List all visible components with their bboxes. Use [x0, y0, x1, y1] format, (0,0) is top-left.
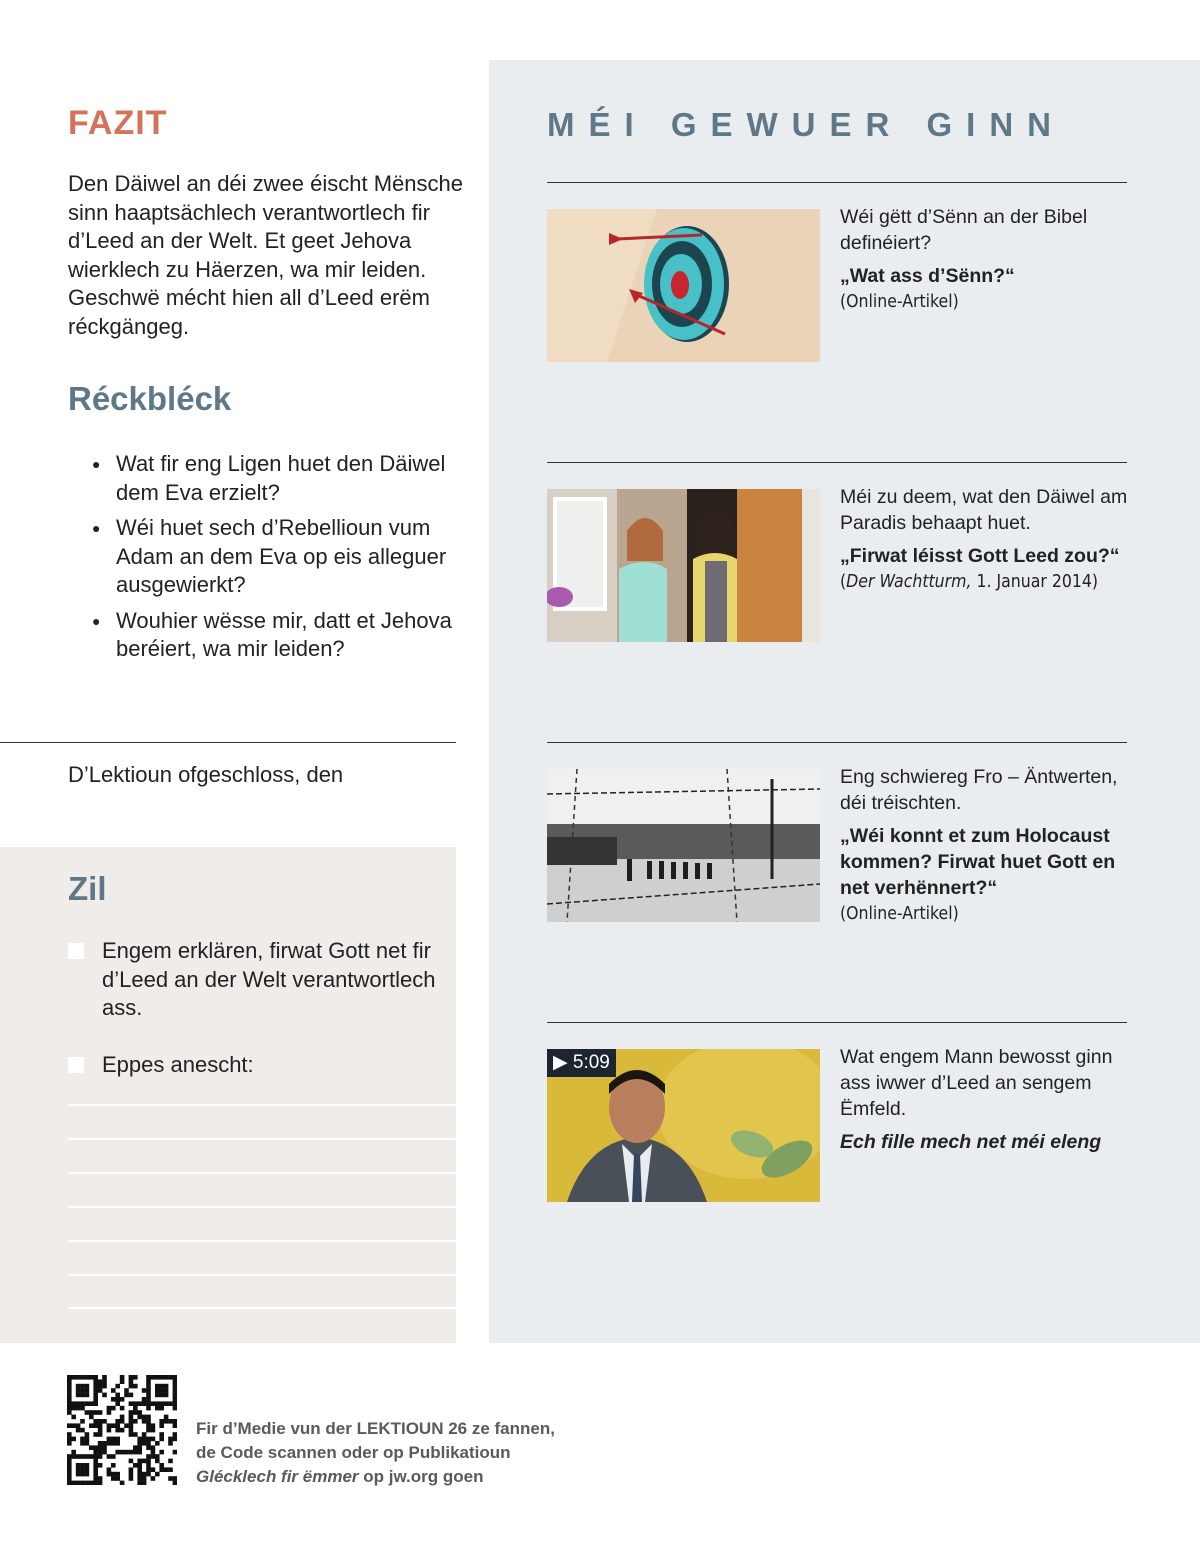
- write-line[interactable]: [68, 1206, 456, 1208]
- goal-item-other: [68, 1051, 448, 1080]
- review-question: ● Wat fir eng Ligen huet den Däiwel dem Eva erzielt?: [92, 450, 452, 507]
- divider: [547, 1022, 1127, 1023]
- summary-title: FAZIT: [68, 104, 168, 142]
- write-line[interactable]: [68, 1274, 456, 1276]
- footer-publication: Glécklech fir ëmmer: [196, 1467, 359, 1486]
- checkbox[interactable]: [68, 943, 84, 959]
- footer-line1-c: ze fannen,: [467, 1419, 555, 1438]
- resource-4: [840, 1044, 1130, 1155]
- footer-line1-a: Fir d’Medie vun der: [196, 1419, 357, 1438]
- footer-line2: de Code scannen oder op Publikatioun: [196, 1443, 511, 1462]
- resource-3: [840, 764, 1130, 927]
- goal-title: Zil: [68, 870, 107, 907]
- checkbox[interactable]: [68, 1057, 84, 1073]
- divider: [547, 462, 1127, 463]
- resource-source: (Online-Artikel): [840, 904, 959, 924]
- write-line[interactable]: [68, 1307, 456, 1309]
- man-portrait-video[interactable]: [547, 1049, 820, 1202]
- resource-intro: Méi zu deem, wat den Däiwel am Paradis behaapt huet.: [840, 486, 1128, 534]
- write-line[interactable]: [68, 1172, 456, 1174]
- source-date: 1. Januar 2014): [971, 572, 1099, 592]
- write-line[interactable]: [68, 1104, 456, 1106]
- footer-line3-rest[interactable]: op jw.org goen: [358, 1467, 484, 1486]
- target-arrows-image[interactable]: [547, 209, 820, 362]
- resource-1: [840, 204, 1130, 315]
- resource-2: [840, 484, 1130, 595]
- video-duration-badge: ▶ 5:09: [547, 1049, 616, 1077]
- resource-intro: Wéi gëtt d’Sënn an der Bibel definéiert?: [840, 206, 1088, 254]
- resource-title-link[interactable]: „Wéi konnt et zum Holocaust kommen? Firwat huet Gott en net verhënnert?“: [840, 825, 1116, 899]
- qr-code-image[interactable]: [67, 1375, 177, 1485]
- resource-source: (Online-Artikel): [840, 292, 959, 312]
- goal-box: [0, 847, 456, 1343]
- resource-intro: Eng schwiereg Fro – Äntwerten, déi tréischten.: [840, 766, 1118, 814]
- two-women-at-door-image[interactable]: [547, 489, 820, 642]
- summary-text: Den Däiwel an déi zwee éischt Mënsche sinn haaptsächlech verantwortlech fir d’Leed an der Welt. Et geet Jehova wierklech zu Häerzen, wa mir leiden. Geschwë mécht hien all d’Leed erëm réckgängeg.: [68, 171, 463, 339]
- resource-source: [840, 569, 1130, 595]
- resource-title-link[interactable]: „Firwat léisst Gott Leed zou?“: [840, 545, 1120, 567]
- source-publication: Der Wachtturm,: [846, 572, 972, 592]
- footer-lesson: LEKTIOUN 26: [356, 1419, 468, 1438]
- resource-intro: Wat engem Mann bewosst ginn ass iwwer d’Leed an sengem Ëmfeld.: [840, 1046, 1113, 1120]
- completion-label: D’Lektioun ofgeschloss, den: [68, 762, 344, 787]
- more-title: MÉI GEWUER GINN: [547, 106, 1066, 143]
- review-list: [92, 450, 452, 671]
- write-line[interactable]: [68, 1240, 456, 1242]
- write-line[interactable]: [68, 1138, 456, 1140]
- review-question: ● Wéi huet sech d’Rebellioun vum Adam an dem Eva op eis alleguer ausgewierkt?: [92, 514, 452, 600]
- goal-item-text: Engem erklären, firwat Gott net fir d’Leed an der Welt verantwortlech ass.: [102, 938, 436, 1020]
- video-title-link[interactable]: Ech fille mech net méi eleng: [840, 1131, 1102, 1153]
- resource-title-link[interactable]: „Wat ass d’Sënn?“: [840, 265, 1015, 287]
- review-question: ● Wouhier wësse mir, datt et Jehova beréiert, wa mir leiden?: [92, 607, 452, 664]
- goal-item-text: Eppes anescht:: [102, 1052, 254, 1077]
- divider: [547, 742, 1127, 743]
- divider: [547, 182, 1127, 183]
- divider: [0, 742, 456, 743]
- review-title: Réckbléck: [68, 380, 232, 417]
- barbed-wire-camp-image[interactable]: [547, 769, 820, 922]
- source-paren: (: [840, 572, 847, 592]
- footer-text: [196, 1417, 555, 1489]
- goal-item: [68, 937, 448, 1023]
